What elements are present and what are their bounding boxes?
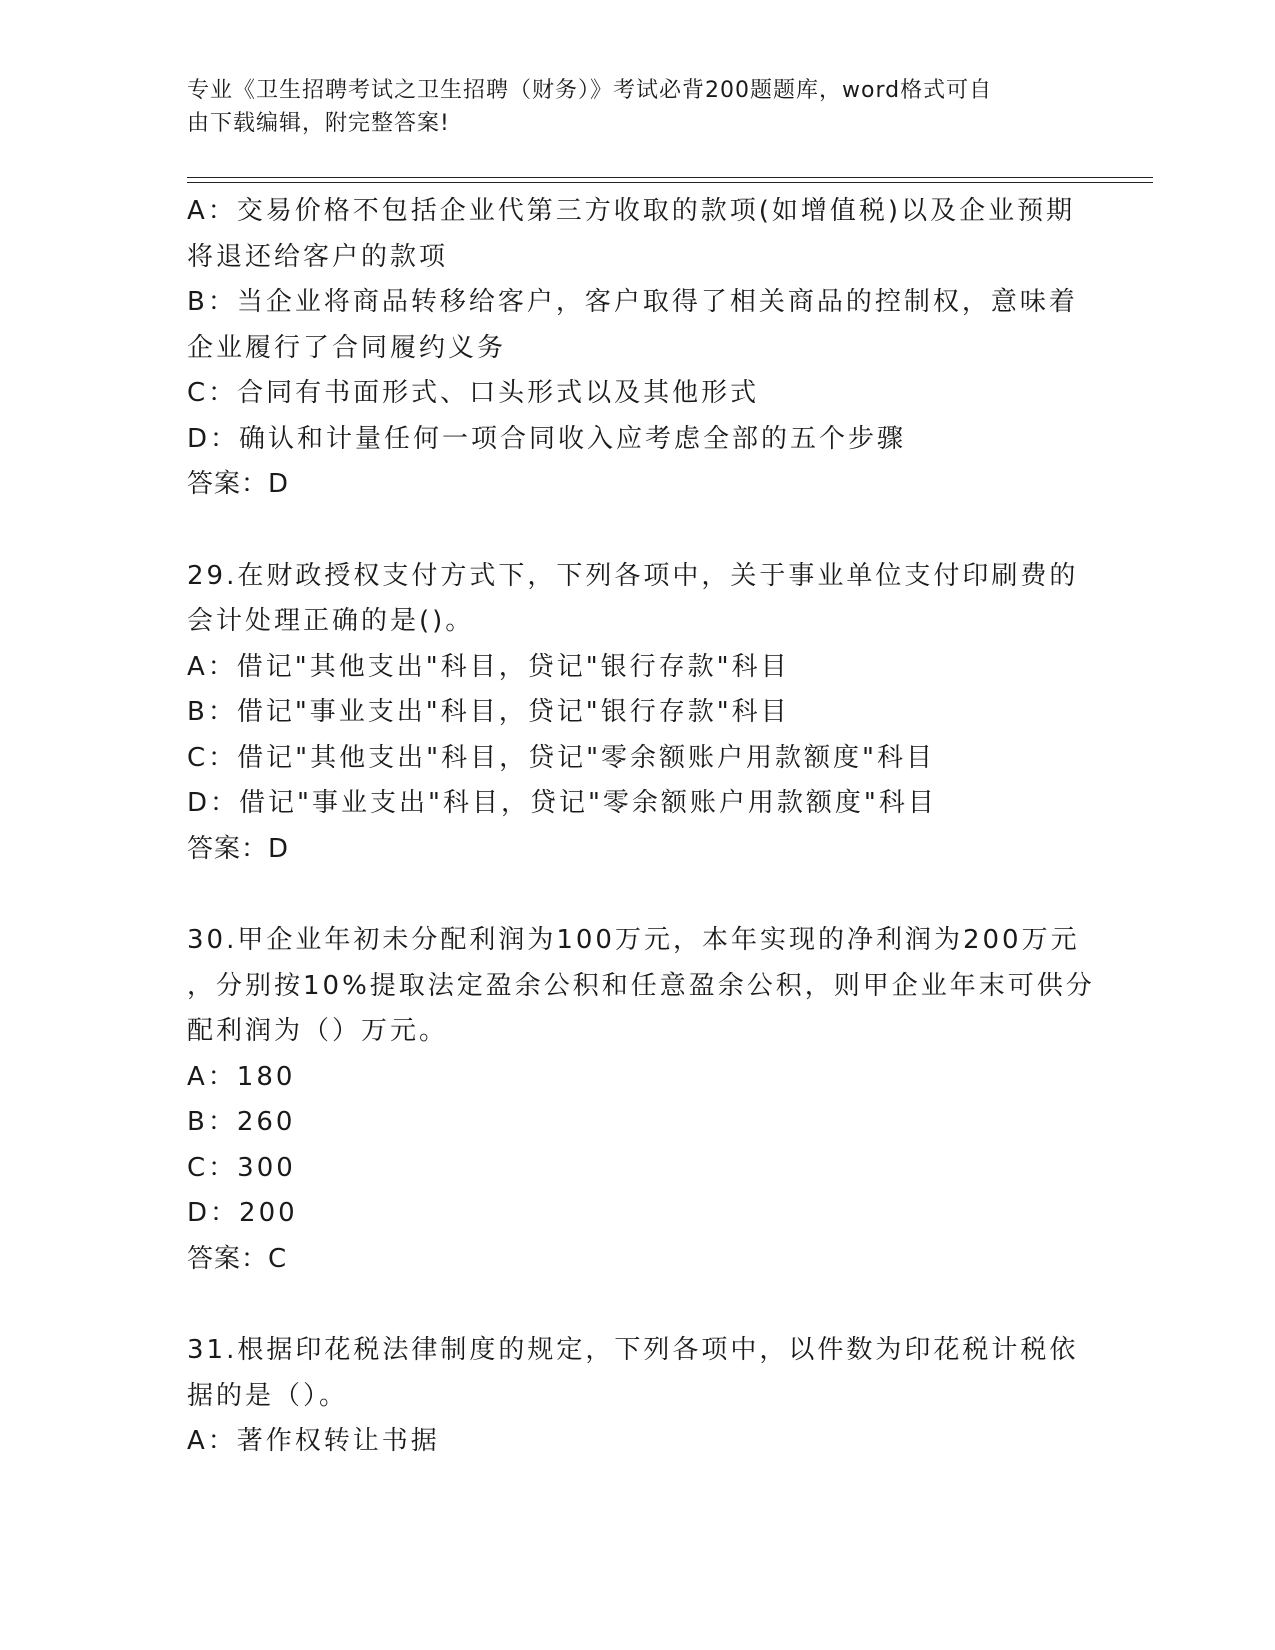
question-stem: 29.在财政授权支付方式下，下列各项中，关于事业单位支付印刷费的 — [187, 560, 1079, 591]
answer-label: 答案：D — [187, 833, 290, 864]
question-stem-continued: 会计处理正确的是()。 — [187, 606, 475, 636]
question-28-block — [187, 189, 1077, 508]
header-divider — [187, 177, 1153, 178]
option-a-continued: 将退还给客户的款项 — [187, 241, 449, 272]
header-line: 专业《卫生招聘考试之卫生招聘（财务）》考试必背200题题库，word格式可自 — [187, 78, 993, 103]
header-divider — [187, 182, 1153, 183]
question-stem-continued: 据的是（）。 — [187, 1380, 349, 1411]
option-d: D：200 — [187, 1198, 298, 1228]
option-c: C：借记"其他支出"科目，贷记"零余额账户用款额度"科目 — [187, 742, 935, 773]
option-a: A：借记"其他支出"科目，贷记"银行存款"科目 — [187, 651, 790, 682]
answer-label: 答案：D — [187, 469, 290, 499]
option-b-continued: 企业履行了合同履约义务 — [187, 332, 507, 363]
question-29-block — [187, 554, 1077, 873]
question-stem: 31.根据印花税法律制度的规定，下列各项中，以件数为印花税计税依 — [187, 1335, 1079, 1365]
question-content — [187, 189, 1095, 1465]
option-d: D：确认和计量任何一项合同收入应考虑全部的五个步骤 — [187, 423, 907, 454]
header-line: 由下载编辑，附完整答案! — [187, 111, 450, 136]
option-d: D：借记"事业支出"科目，贷记"零余额账户用款额度"科目 — [187, 788, 937, 818]
question-30-block — [187, 918, 1095, 1282]
option-b: B：当企业将商品转移给客户，客户取得了相关商品的控制权，意味着 — [187, 287, 1078, 317]
question-31-block — [187, 1328, 1077, 1465]
answer-label: 答案：C — [187, 1243, 288, 1274]
option-a: A：180 — [187, 1061, 296, 1092]
option-b: B：借记"事业支出"科目，贷记"银行存款"科目 — [187, 697, 790, 727]
document-header — [187, 74, 1067, 140]
option-c: C：合同有书面形式、口头形式以及其他形式 — [187, 378, 760, 408]
question-stem-continued: ，分别按10%提取法定盈余公积和任意盈余公积，则甲企业年末可供分 — [187, 970, 1095, 1001]
option-b: B：260 — [187, 1107, 296, 1137]
option-a: A：交易价格不包括企业代第三方收取的款项(如增值税)以及企业预期 — [187, 196, 1076, 226]
option-c: C：300 — [187, 1152, 296, 1183]
question-stem-continued: 配利润为（）万元。 — [187, 1016, 449, 1046]
option-a: A：著作权转让书据 — [187, 1426, 440, 1456]
question-stem: 30.甲企业年初未分配利润为100万元，本年实现的净利润为200万元 — [187, 925, 1080, 955]
